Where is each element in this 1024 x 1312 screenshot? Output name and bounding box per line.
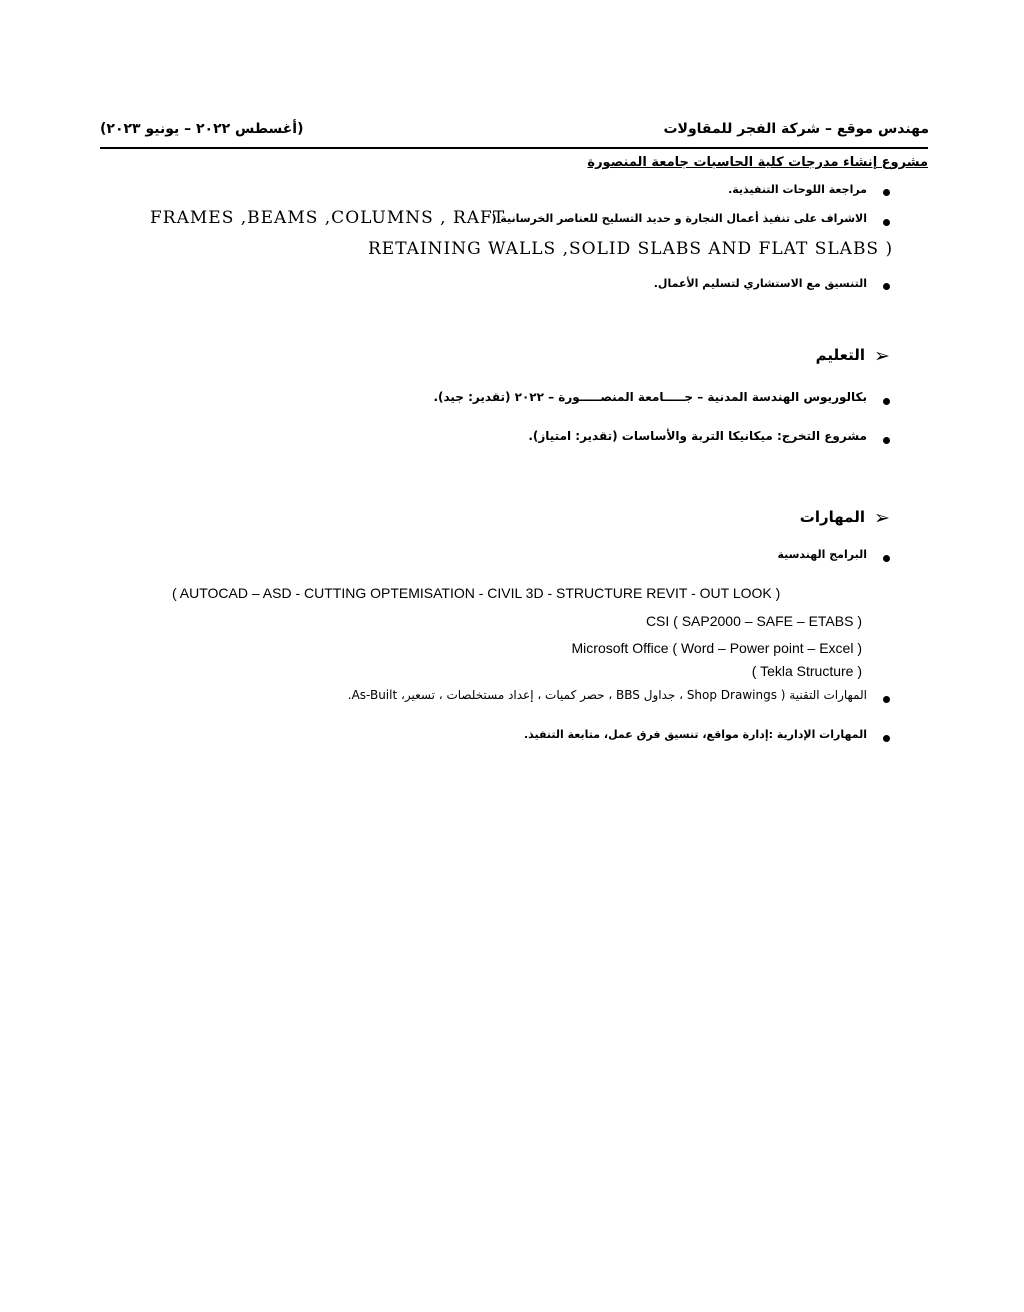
- header-rule: [100, 147, 928, 149]
- project-elements-line2: RETAINING WALLS ,SOLID SLABS AND FLAT SLABS ): [368, 239, 894, 259]
- bullet-icon: [883, 555, 890, 562]
- education-degree: بكالوريوس الهندسة المدنية – جـــــامعة المنصـــــورة – ٢٠٢٢ (تقدير: جيد).: [433, 390, 867, 404]
- skills-heading: المهارات: [799, 508, 865, 526]
- skills-managerial: المهارات الإدارية :إدارة مواقع، تنسيق فرق عمل، متابعة التنفيذ.: [523, 728, 867, 741]
- bullet-icon: [883, 735, 890, 742]
- project-bullet-coordination: التنسيق مع الاستشاري لتسليم الأعمال.: [653, 277, 867, 290]
- arrow-bullet-icon: ➢: [874, 345, 890, 367]
- software-line-1: ( AUTOCAD – ASD - CUTTING OPTEMISATION - CIVIL 3D - STRUCTURE REVIT - OUT LOOK ): [172, 585, 781, 601]
- education-heading: التعليم: [815, 346, 865, 364]
- skills-technical: المهارات التقنية ( Shop Drawings ، جداول BBS ، حصر كميات ، إعداد مستخلصات ، تسعير، As-Built.: [347, 688, 867, 702]
- bullet-icon: [883, 696, 890, 703]
- software-line-4: ( Tekla Structure ): [751, 663, 862, 679]
- bullet-icon: [883, 189, 890, 196]
- skills-software-label: البرامج الهندسية: [777, 548, 867, 561]
- job-title: مهندس موقع – شركة الفجر للمقاولات: [663, 121, 929, 137]
- education-project: مشروع التخرج: ميكانيكا التربة والأساسات (تقدير: امتياز).: [528, 429, 867, 443]
- project-elements-line1: FRAMES ,BEAMS ,COLUMNS , RAFT: [150, 208, 506, 228]
- bullet-icon: [883, 219, 890, 226]
- software-line-3: Microsoft Office ( Word – Power point – Excel ): [571, 640, 862, 656]
- bullet-icon: [883, 437, 890, 444]
- project-bullet-supervision: الاشراف على تنفيذ أعمال النجارة و حديد التسليح للعناصر الخرسانية (: [491, 212, 867, 225]
- project-title: مشروع إنشاء مدرجات كلية الحاسبات جامعة المنصورة: [587, 155, 928, 170]
- software-line-2: CSI ( SAP2000 – SAFE – ETABS ): [645, 613, 862, 629]
- bullet-icon: [883, 283, 890, 290]
- job-period: (أغسطس ٢٠٢٢ – يونيو ٢٠٢٣): [100, 121, 304, 137]
- arrow-bullet-icon: ➢: [874, 507, 890, 529]
- project-bullet-review: مراجعة اللوحات التنفيذية.: [728, 183, 867, 196]
- bullet-icon: [883, 398, 890, 405]
